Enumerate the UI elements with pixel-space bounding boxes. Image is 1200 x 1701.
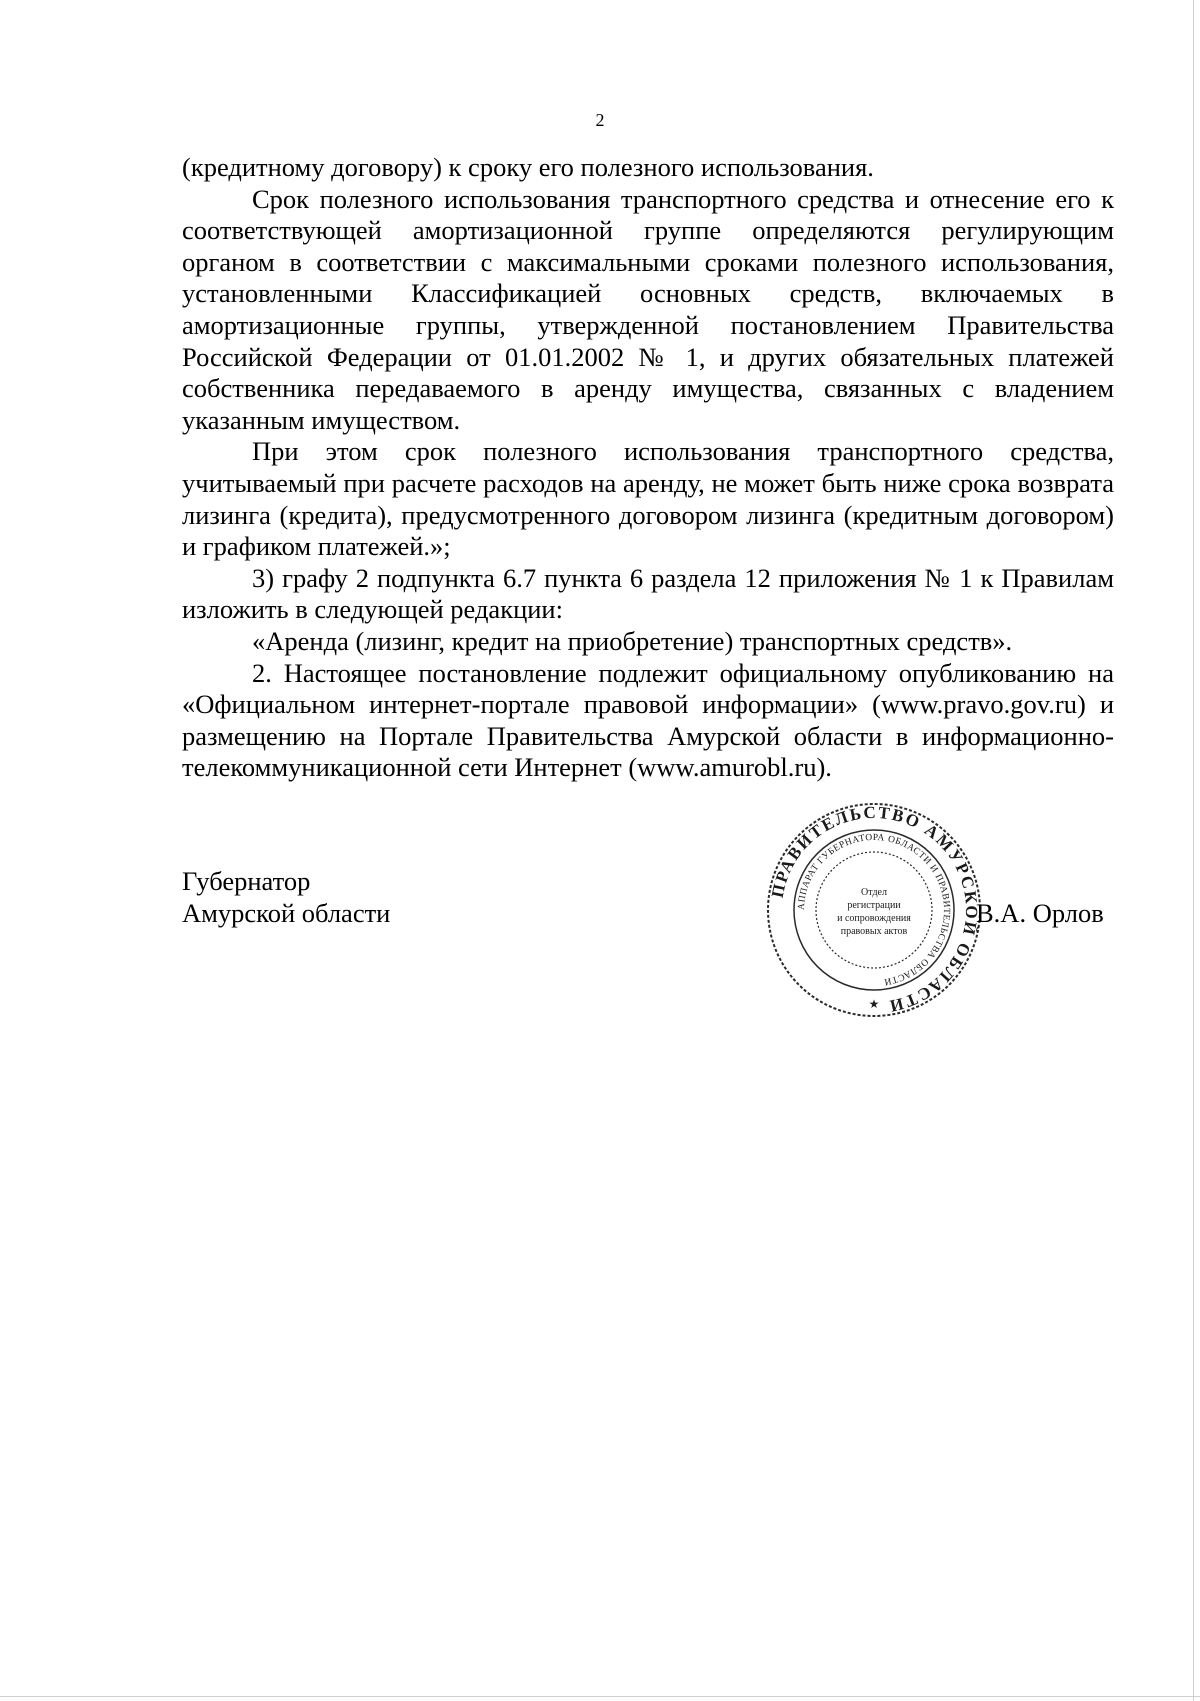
- position-line-1: Губернатор: [182, 866, 311, 896]
- seal-center-line-2: регистрации: [847, 900, 901, 911]
- seal-center-line-1: Отдел: [861, 887, 887, 898]
- bottom-scan-edge: [0, 1696, 1200, 1697]
- position-line-2: Амурской области: [182, 897, 391, 928]
- seal-outer-text: ПРАВИТЕЛЬСТВО АМУРСКОЙ ОБЛАСТИ: [767, 802, 982, 1016]
- right-scan-edge: [1193, 0, 1194, 1701]
- paragraph-item-3: 3) графу 2 подпункта 6.7 пункта 6 раздела 12 приложения № 1 к Правилам изложить в следующей редакции:: [182, 562, 1114, 625]
- paragraph-continuation: (кредитному договору) к сроку его полезного использования.: [182, 152, 874, 182]
- paragraph-item-2-publication: 2. Настоящее постановление подлежит официальному опубликованию на «Официальном интернет-портале правовой информации» (www.pravo.gov.ru) и размещению на Портале Правительства Амурской области в информационно-телекоммуникационной сети Интернет (www.amurobl.ru).: [182, 657, 1114, 783]
- seal-star: ★: [868, 997, 880, 1011]
- seal-center-line-3: и сопровождения: [837, 913, 911, 924]
- seal-center-line-4: правовых актов: [840, 926, 908, 937]
- signatory-position: [182, 866, 390, 929]
- paragraph-useful-life: Срок полезного использования транспортного средства и отнесение его к соответствующей амортизационной группе определяются регулирующим органом в соответствии с максимальными сроками полезного использования, установленными Классификацией основных средств, включаемых в амортизационные группы, утвержденной постановлением Правительства Российской Федерации от 01.01.2002 № 1, и других обязательных платежей собственника передаваемого в аренду имущества, связанных с владением указанным имуществом.: [182, 183, 1114, 435]
- official-seal: [764, 800, 984, 1020]
- paragraph-lease-term: При этом срок полезного использования транспортного средства, учитываемый при расчете расходов на аренду, не может быть ниже срока возврата лизинга (кредита), предусмотренного договором лизинга (кредитным договором) и графиком платежей.»;: [182, 436, 1114, 562]
- document-body: [182, 152, 1114, 784]
- signatory-name: В.А. Орлов: [976, 898, 1104, 928]
- page-number: 2: [595, 110, 605, 130]
- seal-inner-ring-text: АППАРАТ ГУБЕРНАТОРА ОБЛАСТИ И ПРАВИТЕЛЬСТВА ОБЛАСТИ: [796, 832, 952, 987]
- paragraph-quote: «Аренда (лизинг, кредит на приобретение) транспортных средств».: [252, 625, 1013, 656]
